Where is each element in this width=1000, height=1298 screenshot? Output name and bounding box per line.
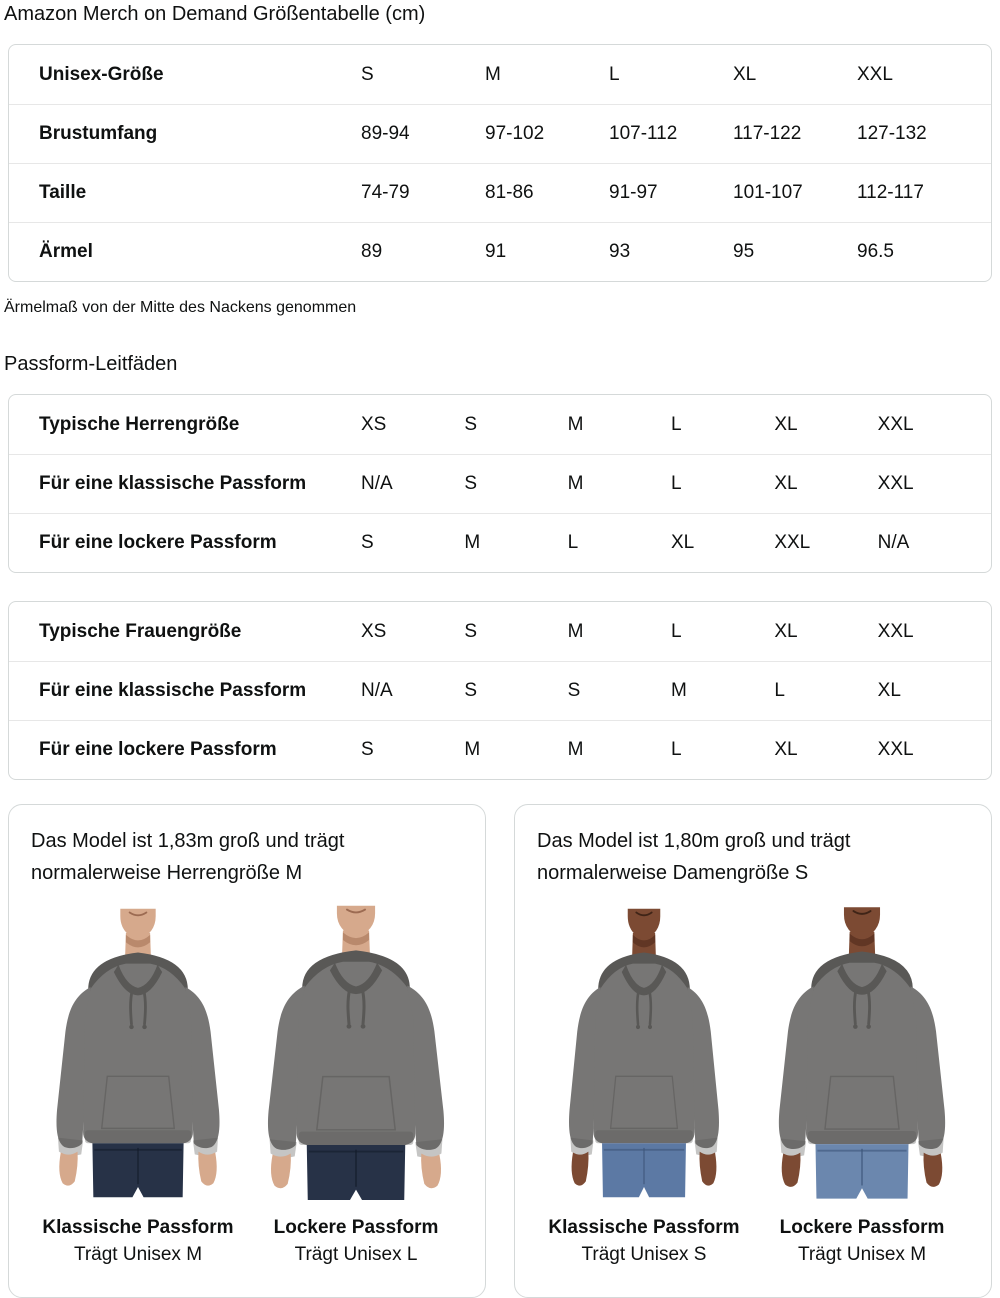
- table-cell: XXL: [877, 739, 914, 760]
- table-cell: 96.5: [857, 241, 894, 262]
- models-row: [29, 897, 465, 1269]
- table-cell: S: [361, 532, 374, 553]
- unisex-size-table: [8, 44, 992, 282]
- size-caption: Trägt Unisex M: [797, 1244, 927, 1265]
- table-row: [9, 222, 991, 281]
- table-cell: 95: [733, 241, 755, 262]
- model-cards-row: [8, 804, 992, 1298]
- table-cell: XL: [774, 620, 798, 642]
- table-cell: XS: [361, 413, 387, 435]
- row-label: Für eine klassische Passform: [39, 680, 307, 701]
- row-label: Für eine lockere Passform: [39, 532, 277, 553]
- table-cell: XL: [774, 473, 798, 494]
- model-description: Das Model ist 1,80m groß und trägt normalerweise Damengröße S: [537, 830, 851, 884]
- row-label: Für eine lockere Passform: [39, 739, 277, 760]
- table-cell: XL: [733, 63, 757, 85]
- table-cell: 91-97: [609, 182, 658, 203]
- table-cell: 89: [361, 241, 383, 262]
- table-cell: N/A: [361, 680, 393, 701]
- table-cell: S: [464, 413, 478, 435]
- table-cell: M: [464, 739, 481, 760]
- table-row: [9, 104, 991, 163]
- table-cell: XXL: [877, 413, 914, 435]
- table-cell: 74-79: [361, 182, 410, 203]
- male-loose-fit-photo: [249, 897, 463, 1209]
- table-cell: L: [671, 413, 682, 435]
- table-cell: 89-94: [361, 123, 410, 144]
- table-cell: XXL: [857, 63, 893, 85]
- womens-fit-table: [8, 601, 992, 780]
- female-loose-fit-photo: [755, 897, 969, 1209]
- table-cell: 93: [609, 241, 631, 262]
- models-row: [535, 897, 971, 1269]
- fit-caption: Lockere Passform: [273, 1217, 439, 1238]
- table-cell: M: [464, 532, 481, 553]
- table-cell: S: [464, 680, 478, 701]
- table-cell: L: [671, 739, 682, 760]
- model-column: [29, 897, 247, 1269]
- table-cell: M: [567, 413, 584, 435]
- model-column: [753, 897, 971, 1269]
- mens-fit-table: [8, 394, 992, 573]
- male-classic-fit-photo: [31, 897, 245, 1209]
- table-cell: M: [567, 739, 584, 760]
- table-cell: XL: [774, 739, 798, 760]
- row-label: Ärmel: [39, 241, 93, 262]
- table-row: [9, 513, 991, 572]
- table-cell: S: [464, 620, 478, 642]
- table-cell: M: [485, 63, 501, 85]
- model-column: [535, 897, 753, 1269]
- table-cell: 101-107: [733, 182, 803, 203]
- fit-caption: Klassische Passform: [548, 1217, 740, 1238]
- table-cell: XL: [877, 680, 901, 701]
- womens-model-card: [514, 804, 992, 1298]
- female-classic-fit-photo: [537, 897, 751, 1209]
- model-column: [247, 897, 465, 1269]
- fit-caption: Klassische Passform: [42, 1217, 234, 1238]
- size-caption: Trägt Unisex L: [294, 1244, 418, 1265]
- table-row: [9, 720, 991, 779]
- table-cell: M: [671, 680, 687, 701]
- table-cell: 117-122: [733, 123, 802, 144]
- table-row: [9, 661, 991, 720]
- model-description: Das Model ist 1,83m groß und trägt normalerweise Herrengröße M: [31, 830, 345, 884]
- table-cell: XS: [361, 620, 387, 642]
- table-cell: M: [567, 473, 584, 494]
- table-cell: 97-102: [485, 123, 545, 144]
- table-cell: L: [671, 473, 682, 494]
- table-cell: S: [361, 739, 374, 760]
- table-cell: 107-112: [609, 123, 678, 144]
- table-row: [9, 454, 991, 513]
- table-row: [9, 45, 991, 104]
- page-title: Amazon Merch on Demand Größentabelle (cm): [4, 3, 426, 25]
- row-label: Taille: [39, 182, 87, 203]
- table-cell: N/A: [361, 473, 393, 494]
- table-row: [9, 163, 991, 222]
- row-label: Brustumfang: [39, 123, 158, 144]
- row-label: Typische Herrengröße: [39, 413, 240, 435]
- table-cell: XL: [671, 532, 695, 553]
- table-cell: 127-132: [857, 123, 927, 144]
- table-cell: XXL: [877, 620, 914, 642]
- table-cell: L: [609, 63, 620, 85]
- table-cell: N/A: [877, 532, 910, 553]
- table-cell: XXL: [774, 532, 811, 553]
- fit-section-title: Passform-Leitfäden: [4, 353, 178, 375]
- table-cell: S: [361, 63, 374, 85]
- mens-model-card: [8, 804, 486, 1298]
- row-label: Typische Frauengröße: [39, 620, 242, 642]
- table-cell: S: [464, 473, 478, 494]
- row-label: Für eine klassische Passform: [39, 473, 307, 494]
- table-row: [9, 602, 991, 661]
- table-row: [9, 395, 991, 454]
- table-cell: L: [671, 620, 682, 642]
- table-cell: 91: [485, 241, 507, 262]
- table-cell: S: [567, 680, 581, 701]
- table-cell: XL: [774, 413, 798, 435]
- table-cell: L: [567, 532, 579, 553]
- row-label: Unisex-Größe: [39, 63, 164, 85]
- sleeve-measure-note: Ärmelmaß von der Mitte des Nackens genommen: [4, 299, 357, 316]
- size-caption: Trägt Unisex M: [73, 1244, 203, 1265]
- fit-caption: Lockere Passform: [779, 1217, 945, 1238]
- table-cell: XXL: [877, 473, 914, 494]
- size-caption: Trägt Unisex S: [581, 1244, 707, 1265]
- table-cell: 81-86: [485, 182, 534, 203]
- table-cell: 112-117: [857, 182, 924, 203]
- table-cell: L: [774, 680, 785, 701]
- table-cell: M: [567, 620, 584, 642]
